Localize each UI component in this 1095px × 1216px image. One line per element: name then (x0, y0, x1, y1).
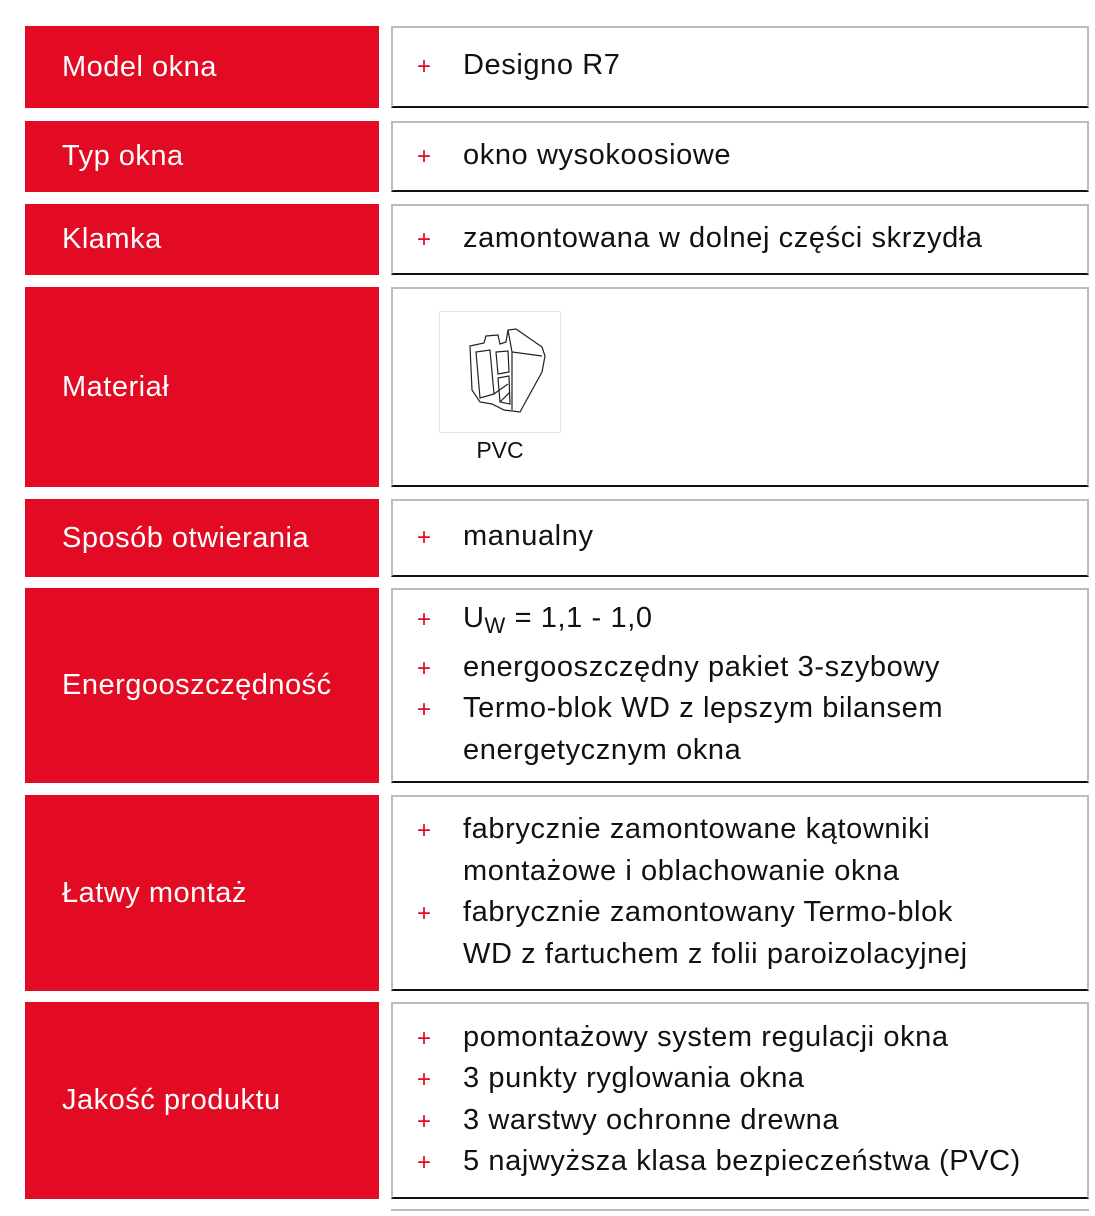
item-text: fabrycznie zamontowany Termo-blok (463, 896, 953, 928)
row-value (391, 588, 1089, 783)
list-item (393, 809, 1087, 851)
uw-subscript: W (484, 613, 506, 638)
row-value (391, 26, 1089, 108)
item-text: 3 punkty ryglowania okna (463, 1062, 805, 1094)
uw-value: = 1,1 - 1,0 (514, 602, 653, 634)
row-label: Klamka (25, 204, 379, 275)
list-item-continuation: energetycznym okna (463, 733, 742, 766)
row-opening (25, 499, 1089, 577)
uw-symbol: U (463, 602, 485, 634)
plus-icon: + (417, 1066, 432, 1093)
list-item-uw (393, 598, 1087, 647)
row-value (391, 204, 1089, 275)
row-material (25, 287, 1089, 487)
row-value (391, 795, 1089, 991)
list-item (393, 1058, 1087, 1100)
row-label: Sposób otwierania (25, 499, 379, 577)
row-value (391, 287, 1089, 487)
list-item (393, 892, 1087, 934)
list-item (393, 45, 1087, 87)
row-label: Energooszczędność (25, 588, 379, 783)
item-text: zamontowana w dolnej części skrzydła (463, 221, 983, 254)
plus-icon: + (417, 1024, 432, 1052)
material-label: PVC (476, 437, 524, 463)
plus-icon: + (417, 225, 432, 253)
row-handle (25, 204, 1089, 275)
list-item-continuation: WD z fartuchem z folii paroizolacyjnej (463, 937, 968, 970)
row-value (391, 1002, 1089, 1199)
list-item (393, 1100, 1087, 1142)
list-item (393, 135, 1087, 177)
row-label: Typ okna (25, 121, 379, 192)
item-text: fabrycznie zamontowane kątowniki (463, 813, 931, 845)
plus-icon: + (417, 1107, 432, 1135)
row-value (391, 499, 1089, 577)
list-item (393, 647, 1087, 689)
row-quality (25, 1002, 1089, 1199)
list-item (393, 1141, 1087, 1183)
item-text: Designo R7 (463, 49, 621, 82)
row-label: Jakość produktu (25, 1002, 379, 1199)
plus-icon: + (417, 900, 432, 927)
plus-icon: + (417, 1149, 432, 1176)
material-pvc (439, 311, 561, 464)
row-installation (25, 795, 1089, 991)
plus-icon: + (417, 142, 432, 170)
row-value (391, 121, 1089, 192)
row-energy (25, 588, 1089, 783)
item-text: 3 warstwy ochronne drewna (463, 1103, 840, 1136)
list-item (393, 688, 1087, 730)
item-text: energooszczędny pakiet 3-szybowy (463, 650, 940, 683)
item-text: okno wysokoosiowe (463, 138, 732, 171)
row-label: Materiał (25, 287, 379, 487)
row-type (25, 121, 1089, 192)
plus-icon: + (417, 696, 432, 723)
item-text: 5 najwyższa klasa bezpieczeństwa (PVC) (463, 1145, 1021, 1177)
divider (391, 1209, 1089, 1211)
item-text: manualny (463, 520, 594, 553)
list-item-continuation: montażowe i oblachowanie okna (463, 854, 900, 887)
plus-icon: + (417, 654, 432, 682)
list-item (393, 516, 1087, 558)
plus-icon: + (417, 524, 432, 552)
item-text: Termo-blok WD z lepszym bilansem (463, 692, 944, 724)
plus-icon: + (417, 606, 432, 633)
list-item (393, 218, 1087, 260)
list-item (393, 1017, 1087, 1059)
row-model (25, 26, 1089, 108)
pvc-profile-icon (439, 311, 561, 433)
row-label: Model okna (25, 26, 379, 108)
item-text: pomontażowy system regulacji okna (463, 1020, 949, 1053)
row-label: Łatwy montaż (25, 795, 379, 991)
plus-icon: + (417, 817, 432, 844)
plus-icon: + (417, 53, 432, 81)
